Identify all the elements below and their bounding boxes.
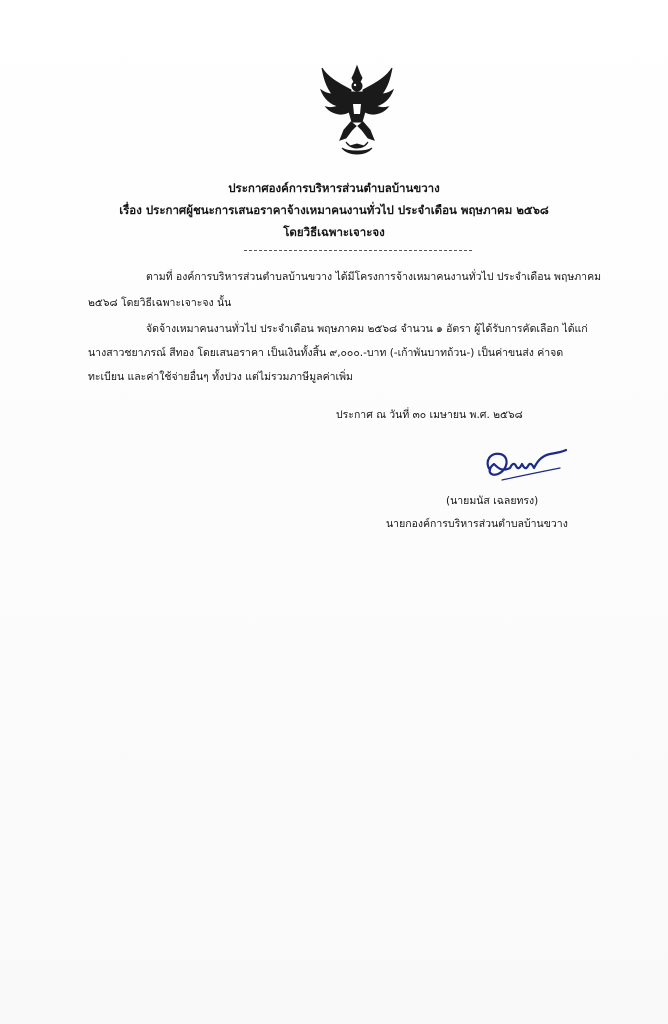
document-method: โดยวิธีเฉพาะเจาะจง bbox=[283, 225, 385, 239]
announcement-date: ประกาศ ณ วันที่ ๓๐ เมษายน พ.ศ. ๒๕๖๘ bbox=[336, 409, 523, 421]
document-subject: เรื่อง ประกาศผู้ชนะการเสนอราคาจ้างเหมาคนงานทั่วไป ประจำเดือน พฤษภาคม ๒๕๖๘ bbox=[119, 203, 549, 217]
document-title: ประกาศองค์การบริหารส่วนตำบลบ้านขวาง bbox=[228, 181, 440, 195]
signer-title: นายกองค์การบริหารส่วนตำบลบ้านขวาง bbox=[386, 518, 568, 530]
paragraph-1-line-2: ๒๕๖๘ โดยวิธีเฉพาะเจาะจง นั้น bbox=[88, 297, 232, 309]
signer-name: (นายมนัส เฉลยทรง) bbox=[446, 495, 539, 507]
paragraph-2-line-3: ทะเบียน และค่าใช้จ่ายอื่นๆ ทั้งปวง แต่ไม่รวมภาษีมูลค่าเพิ่ม bbox=[88, 371, 353, 383]
garuda-emblem-icon bbox=[318, 64, 396, 158]
paragraph-2-line-2: นางสาวชยาภรณ์ สีทอง โดยเสนอราคา เป็นเงินทั้งสิ้น ๙,๐๐๐.-บาท (-เก้าพันบาทถ้วน-) เป็นค่าขนส่ง ค่าจด bbox=[88, 347, 564, 359]
section-divider bbox=[244, 250, 472, 251]
paragraph-2-line-1: จัดจ้างเหมาคนงานทั่วไป ประจำเดือน พฤษภาคม ๒๕๖๘ จำนวน ๑ อัตรา ผู้ได้รับการคัดเลือก ได้แก่ bbox=[146, 323, 588, 335]
handwritten-signature bbox=[480, 446, 568, 488]
paragraph-1-line-1: ตามที่ องค์การบริหารส่วนตำบลบ้านขวาง ได้มีโครงการจ้างเหมาคนงานทั่วไป ประจำเดือน พฤษภาคม bbox=[146, 271, 602, 283]
